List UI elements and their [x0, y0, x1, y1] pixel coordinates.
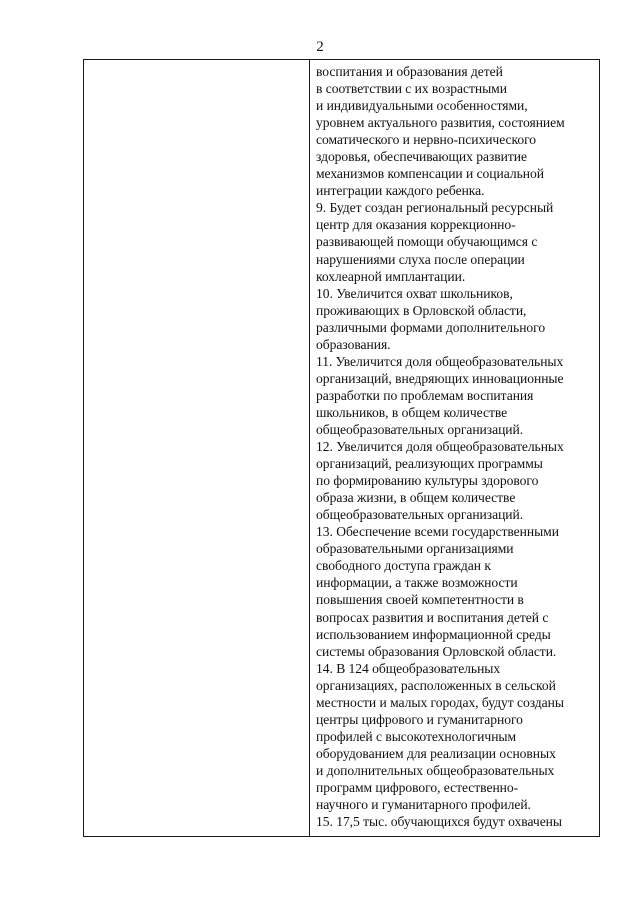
- text-line: соматического и нервно-психического: [316, 132, 537, 148]
- text-line: свободного доступа граждан к: [316, 558, 491, 574]
- text-line: разработки по проблемам воспитания: [316, 387, 534, 403]
- text-line: организациях, расположенных в сельской: [316, 677, 556, 693]
- text-line: механизмов компенсации и социальной: [316, 166, 544, 182]
- text-line: школьников, в общем количестве: [316, 404, 508, 420]
- text-line: научного и гуманитарного профилей.: [316, 797, 531, 813]
- page-number: 2: [316, 39, 324, 55]
- text-line: центр для оказания коррекционно-: [316, 217, 516, 233]
- text-line: 15. 17,5 тыс. обучающихся будут охвачены: [316, 814, 562, 830]
- text-line: центры цифрового и гуманитарного: [316, 711, 523, 727]
- text-line: в соответствии с их возрастными: [316, 81, 507, 97]
- text-line: 9. Будет создан региональный ресурсный: [316, 200, 554, 216]
- text-line: здоровья, обеспечивающих развитие: [316, 149, 527, 165]
- table-right-cell: [316, 63, 600, 837]
- text-line: местности и малых городах, будут созданы: [316, 694, 564, 710]
- text-line: 12. Увеличится доля общеобразовательных: [316, 439, 564, 455]
- text-line: программ цифрового, естественно-: [316, 779, 519, 795]
- text-line: образа жизни, в общем количестве: [316, 490, 516, 506]
- text-line: уровнем актуального развития, состоянием: [316, 115, 565, 131]
- text-line: нарушениями слуха после операции: [316, 251, 525, 267]
- text-line: кохлеарной имплантации.: [316, 268, 466, 284]
- text-line: по формированию культуры здорового: [316, 473, 539, 489]
- text-line: различными формами дополнительного: [316, 319, 546, 335]
- text-line: 14. В 124 общеобразовательных: [316, 660, 501, 676]
- text-line: информации, а также возможности: [316, 575, 518, 591]
- text-line: вопросах развития и воспитания детей с: [316, 609, 549, 625]
- text-line: интеграции каждого ребенка.: [316, 183, 485, 199]
- text-line: организаций, реализующих программы: [316, 456, 543, 472]
- document-table: [83, 59, 600, 837]
- text-line: общеобразовательных организаций.: [316, 507, 524, 523]
- table-left-cell: [84, 60, 310, 836]
- text-line: профилей с высокотехнологичным: [316, 728, 517, 744]
- text-line: и индивидуальными особенностями,: [316, 98, 528, 114]
- text-line: системы образования Орловской области.: [316, 643, 557, 659]
- text-line: образования.: [316, 336, 391, 352]
- text-line: воспитания и образования детей: [316, 64, 503, 79]
- text-line: использованием информационной среды: [316, 626, 551, 642]
- text-line: 10. Увеличится охват школьников,: [316, 285, 513, 301]
- text-line: 11. Увеличится доля общеобразовательных: [316, 353, 564, 369]
- text-line: образовательными организациями: [316, 541, 514, 557]
- text-line: развивающей помощи обучающимся с: [316, 234, 538, 250]
- text-line: организаций, внедряющих инновационные: [316, 370, 564, 386]
- text-line: проживающих в Орловской области,: [316, 302, 527, 318]
- text-line: 13. Обеспечение всеми государственными: [316, 524, 559, 540]
- text-line: оборудованием для реализации основных: [316, 745, 556, 761]
- text-line: общеобразовательных организаций.: [316, 421, 524, 437]
- text-line: и дополнительных общеобразовательных: [316, 762, 555, 778]
- text-line: повышения своей компетентности в: [316, 592, 524, 608]
